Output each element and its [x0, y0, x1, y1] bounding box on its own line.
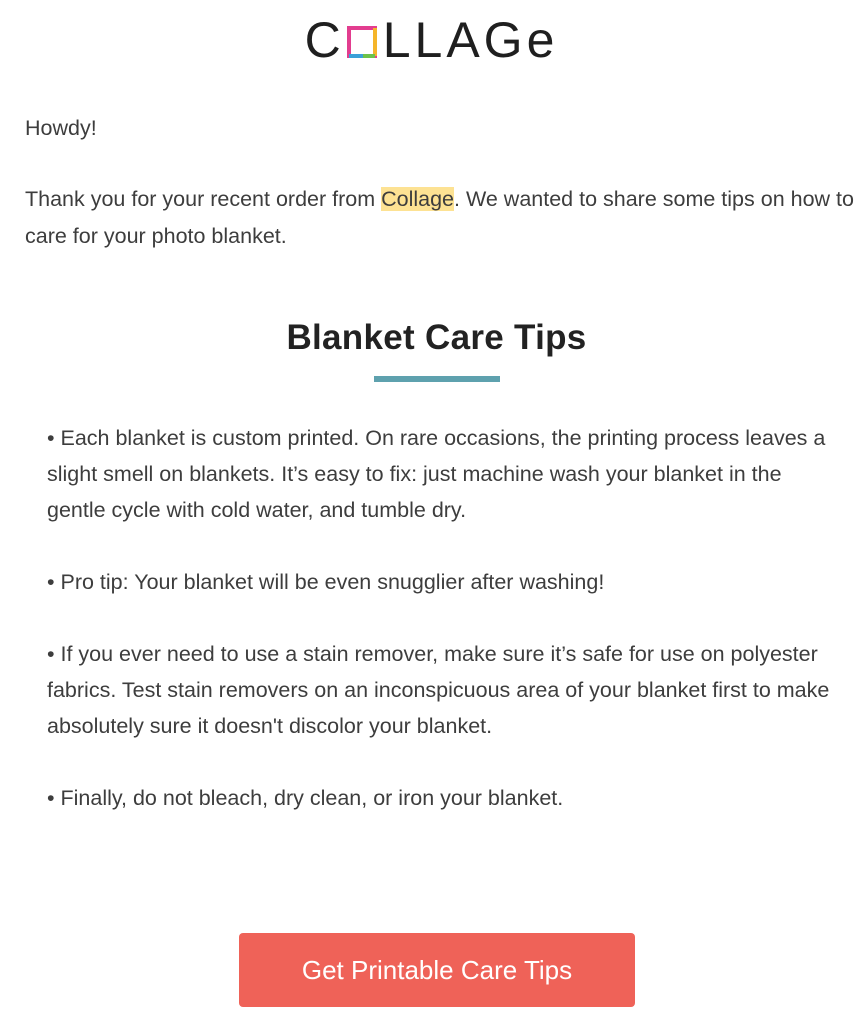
- care-tips-heading: Blanket Care Tips: [286, 318, 587, 357]
- logo-square-icon: [347, 26, 377, 58]
- greeting-text: Howdy!: [25, 116, 97, 140]
- get-printable-care-tips-button[interactable]: Get Printable Care Tips: [239, 933, 635, 1007]
- care-tip-item: • Each blanket is custom printed. On rare occasions, the printing process leaves a slight smell on blankets. It’s easy to fix: just machine wash your blanket in the gentle cycle with cold water, and tumble dry.: [47, 426, 826, 522]
- brand-logo[interactable]: [0, 14, 863, 66]
- care-tip-item: • Pro tip: Your blanket will be even snugglier after washing!: [47, 570, 605, 594]
- intro-text-before: Thank you for your recent order from: [25, 187, 382, 211]
- intro-paragraph: [25, 181, 855, 255]
- care-tip-item: • If you ever need to use a stain remover, make sure it’s safe for use on polyester fabrics. Test stain removers on an inconspicuous area of your blanket first to make absolutely sure it doesn't discolor your blanket.: [47, 642, 830, 738]
- intro-text-after: . We wanted to share some tips on how to care for your photo blanket.: [25, 187, 854, 248]
- care-tip-item: • Finally, do not bleach, dry clean, or iron your blanket.: [47, 786, 564, 810]
- brand-name-highlight: Collage: [381, 187, 455, 211]
- care-tips-list: [47, 420, 837, 852]
- heading-divider: [374, 376, 500, 382]
- logo-wordmark: [304, 12, 559, 68]
- logo-letter-c: C: [304, 12, 345, 68]
- logo-letters-rest: LLAGe: [382, 12, 559, 68]
